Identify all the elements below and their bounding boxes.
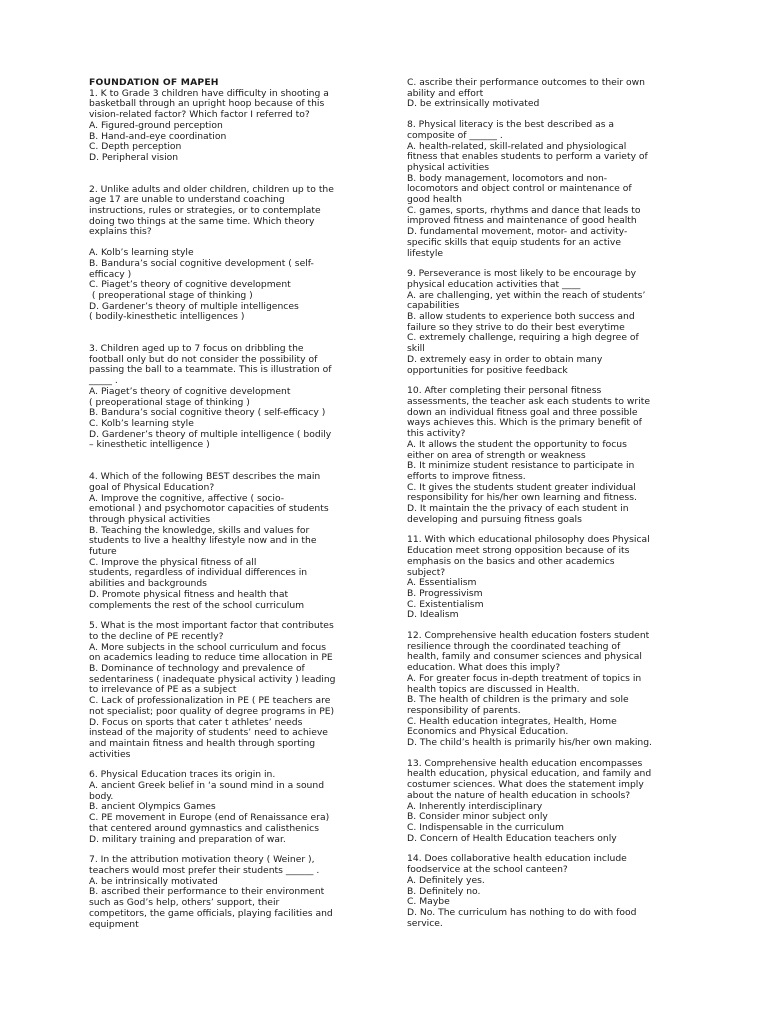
question-text-line: 13. Comprehensive health education encompasses <box>407 757 643 769</box>
question-text-line: 8. Physical literacy is the best described as a <box>407 119 615 131</box>
question-text-line: efforts to improve fitness. <box>407 470 526 482</box>
question-text-line: 6. Physical Education traces its origin in. <box>89 769 276 781</box>
question-text-line: D. The child’s health is primarily his/her own making. <box>407 737 652 749</box>
question-text-line: B. body management, locomotors and non- <box>407 172 608 184</box>
question-text-line: such as God’s help, others’ support, their <box>89 897 280 909</box>
question-text-line: physical activities <box>407 161 490 173</box>
right-column <box>407 78 679 929</box>
question-text-line: responsibility for his/her own learning and fitness. <box>407 492 637 504</box>
question-text-line: B. It minimize student resistance to participate in <box>407 460 635 472</box>
question-text-line: locomotors and object control or maintenance of <box>407 183 632 195</box>
question-text-line: D. fundamental movement, motor- and activity- <box>407 226 628 238</box>
question-text-line: C. Depth perception <box>89 141 182 153</box>
question-text-line: _____ . <box>89 375 118 387</box>
question-block <box>407 631 679 749</box>
question-text-line: D. be extrinsically motivated <box>407 98 540 110</box>
question-text-line: A. Kolb’s learning style <box>89 247 194 259</box>
question-text-line: down an individual fitness goal and three possible <box>407 406 638 418</box>
question-text-line: activities <box>89 748 131 760</box>
question-text-line: B. Consider minor subject only <box>407 811 548 823</box>
question-text-line: B. allow students to experience both success and <box>407 311 635 323</box>
question-text-line: D. Peripheral vision <box>89 151 179 163</box>
question-text-line: explains this? <box>89 226 152 238</box>
question-text-line: A. It allows the student the opportunity to focus <box>407 438 627 450</box>
question-text-line: D. extremely easy in order to obtain many <box>407 353 603 365</box>
question-text-line: A. Definitely yes. <box>407 874 485 886</box>
right-question-list <box>407 78 679 929</box>
question-text-line: 5. What is the most important factor that contributes <box>89 620 334 632</box>
question-text-line: physical education activities that ____ <box>407 278 581 290</box>
question-text-line: B. Definitely no. <box>407 885 481 897</box>
question-text-line: students, regardless of individual differences in <box>89 567 308 579</box>
question-text-line: A. health-related, skill-related and physiological <box>407 140 627 152</box>
question-text-line: A. Inherently interdisciplinary <box>407 800 543 812</box>
question-text-line: D. military training and preparation of war. <box>89 833 286 845</box>
question-text-line: A. ancient Greek belief in ‘a sound mind in a sound <box>89 780 325 792</box>
question-text-line: A. Piaget’s theory of cognitive development <box>89 385 291 397</box>
question-text-line: – kinesthetic intelligence ) <box>89 439 210 451</box>
question-text-line: emphasis on the basics and other academics <box>407 555 615 567</box>
question-block <box>89 621 367 760</box>
question-text-line: football only but do not consider the possibility of <box>89 353 318 365</box>
question-block <box>407 269 679 376</box>
question-text-line: not specialist; poor quality of degree programs in PE) <box>89 705 335 717</box>
question-text-line: fitness that enables students to perform a variety of <box>407 151 648 163</box>
question-text-line: 14. Does collaborative health education include <box>407 853 627 865</box>
question-text-line: B. The health of children is the primary and sole <box>407 694 629 706</box>
question-text-line: good health <box>407 194 462 206</box>
question-text-line: 11. With which educational philosophy does Physical <box>407 534 650 546</box>
question-text-line: C. extremely challenge, requiring a high degree of <box>407 332 639 344</box>
question-text-line: C. Improve the physical fitness of all <box>89 556 257 568</box>
question-block <box>89 344 367 451</box>
question-text-line: A. For greater focus in-depth treatment of topics in <box>407 672 642 684</box>
question-text-line: that centered around gymnastics and calisthenics <box>89 822 320 834</box>
question-text-line: education. What does this imply? <box>407 662 561 674</box>
question-text-line: A. More subjects in the school curriculum and focus <box>89 641 326 653</box>
question-text-line: composite of ______ . <box>407 129 503 141</box>
left-question-list <box>89 89 367 931</box>
question-text-line: A. be intrinsically motivated <box>89 875 218 887</box>
question-text-line: through physical activities <box>89 513 211 525</box>
question-block <box>407 535 679 621</box>
question-text-line: body. <box>89 790 114 802</box>
question-text-line: 2. Unlike adults and older children, children up to the <box>89 183 334 195</box>
question-text-line: health education, physical education, and family and <box>407 768 652 780</box>
question-text-line: C. It gives the students student greater individual <box>407 481 636 493</box>
question-text-line: age 17 are unable to understand coaching <box>89 194 285 206</box>
question-text-line: 12. Comprehensive health education fosters student <box>407 630 650 642</box>
question-text-line: D. Gardener’s theory of multiple intelligence ( bodily <box>89 428 332 440</box>
question-text-line: sedentariness ( inadequate physical activity ) leading <box>89 673 336 685</box>
question-text-line: ways achieves this. Which is the primary benefit of <box>407 417 642 429</box>
question-block <box>407 854 679 929</box>
question-text-line: specific skills that equip students for an active <box>407 236 621 248</box>
question-block <box>89 855 367 930</box>
question-text-line: foodservice at the school canteen? <box>407 864 568 876</box>
question-text-line: assessments, the teacher ask each students to write <box>407 395 650 407</box>
question-block <box>89 89 367 164</box>
question-text-line: B. Progressivism <box>407 587 483 599</box>
question-text-line: D. No. The curriculum has nothing to do with food <box>407 906 637 918</box>
question-block <box>89 472 367 611</box>
question-text-line: about the nature of health education in schools? <box>407 789 631 801</box>
question-text-line: C. Kolb’s learning style <box>89 417 194 429</box>
question-text-line: lifestyle <box>407 247 444 259</box>
question-text-line: competitors, the game officials, playing facilities and <box>89 907 333 919</box>
question-text-line: developing and pursuing fitness goals <box>407 513 582 525</box>
question-text-line: health topics are discussed in Health. <box>407 683 580 695</box>
question-text-line: D. Idealism <box>407 609 459 621</box>
question-text-line: on academics leading to reduce time allocation in PE <box>89 652 333 664</box>
question-block <box>407 386 679 525</box>
question-text-line: D. Gardener’s theory of multiple intelligences <box>89 300 299 312</box>
question-text-line: 9. Perseverance is most likely to be encourage by <box>407 268 637 280</box>
question-text-line: efficacy ) <box>89 268 132 280</box>
question-text-line: C. Health education integrates, Health, Home <box>407 715 617 727</box>
question-text-line: doing two things at the same time. Which theory <box>89 215 315 227</box>
left-column <box>89 78 367 930</box>
question-text-line: costumer sciences. What does the statement imply <box>407 779 644 791</box>
question-text-line: ability and effort <box>407 87 484 99</box>
question-text-line: B. Bandura’s social cognitive theory ( self-efficacy ) <box>89 407 326 419</box>
question-text-line: students to live a healthy lifestyle now and in the <box>89 535 317 547</box>
question-text-line: abilities and backgrounds <box>89 578 207 590</box>
question-text-line: goal of Physical Education? <box>89 481 215 493</box>
question-text-line: failure so they strive to do their best everytime <box>407 321 625 333</box>
question-block <box>89 770 367 845</box>
question-text-line: and maintain fitness and health through sporting <box>89 737 316 749</box>
question-text-line: passing the ball to a teammate. This is illustration of <box>89 364 332 376</box>
question-text-line: capabilities <box>407 300 460 312</box>
question-text-line: Economics and Physical Education. <box>407 726 569 738</box>
question-text-line: responsibility of parents. <box>407 704 521 716</box>
question-block <box>407 120 679 259</box>
question-text-line: improved fitness and maintenance of good health <box>407 215 637 227</box>
question-text-line: ( bodily-kinesthetic intelligences ) <box>89 311 245 323</box>
question-text-line: emotional ) and psychomotor capacities of students <box>89 503 329 515</box>
question-text-line: D. Promote physical fitness and health that <box>89 588 289 600</box>
question-block <box>407 78 679 110</box>
question-text-line: skill <box>407 343 425 355</box>
question-text-line: instead of the majority of students’ need to achieve <box>89 727 328 739</box>
question-text-line: D. Concern of Health Education teachers only <box>407 832 617 844</box>
question-text-line: ( preoperational stage of thinking ) <box>89 396 250 408</box>
question-text-line: teachers would most prefer their students ______ . <box>89 865 320 876</box>
question-text-line: health, family and consumer sciences and physical <box>407 651 642 663</box>
question-text-line: either on area of strength or weakness <box>407 449 586 461</box>
question-text-line: B. ancient Olympics Games <box>89 801 216 813</box>
question-block <box>407 759 679 845</box>
question-text-line: 10. After completing their personal fitness <box>407 385 602 397</box>
question-text-line: future <box>89 546 117 558</box>
question-text-line: Education meet strong opposition because of its <box>407 545 630 557</box>
question-text-line: to the decline of PE recently? <box>89 630 224 642</box>
question-text-line: A. Essentialism <box>407 577 477 589</box>
question-text-line: subject? <box>407 566 446 578</box>
question-text-line: ( preoperational stage of thinking ) <box>89 289 253 301</box>
question-text-line: 3. Children aged up to 7 focus on dribbling the <box>89 343 304 355</box>
question-text-line: B. Teaching the knowledge, skills and values for <box>89 524 310 536</box>
question-text-line: C. ascribe their performance outcomes to their own <box>407 77 646 88</box>
question-text-line: B. Hand-and-eye coordination <box>89 130 227 142</box>
question-text-line: A. Improve the cognitive, affective ( socio- <box>89 492 285 504</box>
question-text-line: C. Existentialism <box>407 598 484 610</box>
question-text-line: service. <box>407 917 443 929</box>
question-text-line: C. Piaget’s theory of cognitive development <box>89 279 291 291</box>
question-text-line: to irrelevance of PE as a subject <box>89 684 237 696</box>
document-title: FOUNDATION OF MAPEH <box>89 77 219 88</box>
question-text-line: D. It maintain the the privacy of each student in <box>407 503 629 515</box>
question-text-line: vision-related factor? Which factor I referred to? <box>89 109 310 121</box>
question-text-line: 7. In the attribution motivation theory ( Weiner ), <box>89 854 315 866</box>
question-text-line: this activity? <box>407 428 466 440</box>
question-text-line: C. PE movement in Europe (end of Renaissance era) <box>89 812 330 824</box>
question-block <box>89 185 367 239</box>
question-text-line: B. ascribed their performance to their environment <box>89 886 325 898</box>
question-text-line: B. Bandura’s social cognitive development ( self- <box>89 257 314 269</box>
question-text-line: opportunities for positive feedback <box>407 364 568 376</box>
question-text-line: C. Lack of professionalization in PE ( PE teachers are <box>89 695 331 707</box>
question-text-line: C. Indispensable in the curriculum <box>407 822 564 833</box>
question-text-line: B. Dominance of technology and prevalence of <box>89 663 305 675</box>
question-text-line: A. are challenging, yet within the reach of students’ <box>407 289 646 301</box>
question-text-line: instructions, rules or strategies, or to contemplate <box>89 205 321 217</box>
question-block <box>89 248 367 323</box>
question-text-line: resilience through the coordinated teaching of <box>407 640 621 652</box>
question-text-line: A. Figured-ground perception <box>89 119 223 131</box>
question-text-line: basketball through an upright hoop because of this <box>89 98 325 110</box>
question-text-line: C. Maybe <box>407 896 450 908</box>
question-text-line: C. games, sports, rhythms and dance that leads to <box>407 204 641 216</box>
question-text-line: D. Focus on sports that cater t athletes’ needs <box>89 716 303 728</box>
question-text-line: 1. K to Grade 3 children have difficulty in shooting a <box>89 87 329 99</box>
question-text-line: equipment <box>89 918 139 930</box>
question-text-line: complements the rest of the school curriculum <box>89 599 305 611</box>
question-text-line: 4. Which of the following BEST describes the main <box>89 471 321 483</box>
